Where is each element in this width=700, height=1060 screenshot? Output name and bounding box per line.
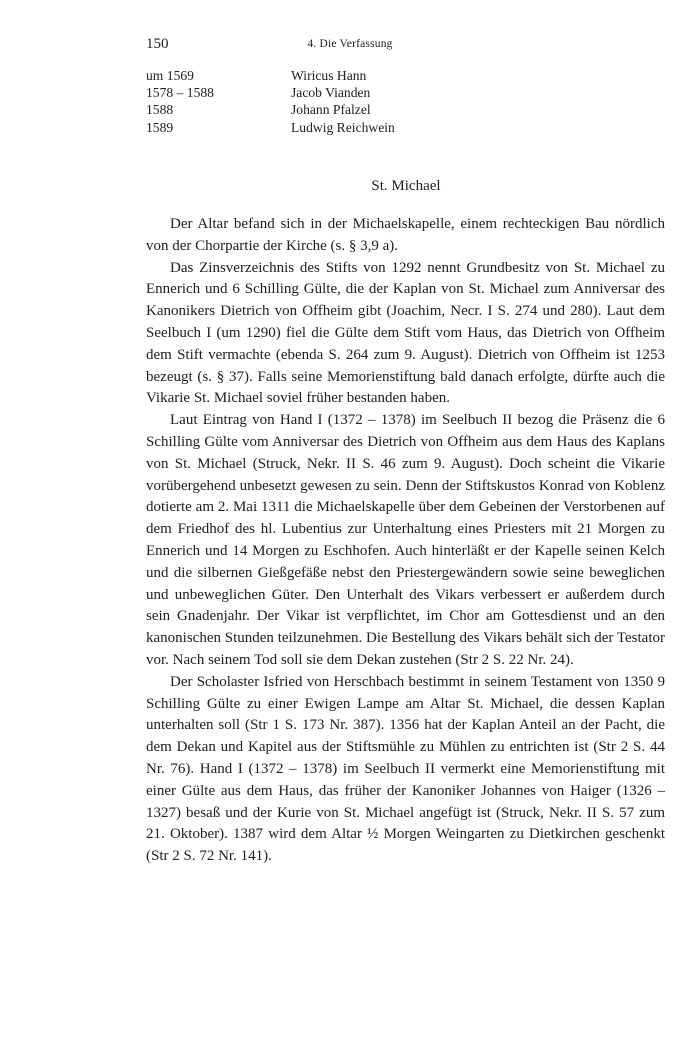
list-item (146, 84, 395, 101)
list-item-name: Johann Pfalzel (291, 102, 371, 118)
list-item-year: 1578 – 1588 (146, 85, 214, 101)
section-heading: St. Michael (371, 178, 441, 194)
list-item (146, 67, 395, 84)
incumbent-list (146, 67, 395, 136)
list-item (146, 119, 395, 136)
list-item-year: um 1569 (146, 68, 194, 83)
list-item (146, 101, 395, 118)
paragraph: Der Scholaster Isfried von Herschbach bestimmt in seinem Testament von 1350 9 Schilling Gülte zu einer Ewigen Lampe am Altar St. Michael, die dessen Kaplan unterhalten soll (Str 1 S. 173 Nr. 387). 1356 hat der Kaplan Anteil an der Pacht, die dem Dekan und Kapitel aus der Stiftsmühle zu Mühlen zu entrichten ist (Str 2 S. 44 Nr. 76). Hand I (1372 – 1378) im Seelbuch II vermerkt eine Memorienstiftung mit einer Gülte aus dem Haus, das früher der Kanoniker Johannes von Haiger (1326 – 1327) besaß und der Kurie von St. Michael angefügt ist (Struck, Nekr. II S. 57 zum 21. Oktober). 1387 wird dem Altar ½ Morgen Weingarten zu Dietkirchen geschenkt (Str 2 S. 72 Nr. 141). (146, 673, 665, 865)
list-item-name: Jacob Vianden (291, 85, 371, 101)
paragraph: Laut Eintrag von Hand I (1372 – 1378) im Seelbuch II bezog die Präsenz die 6 Schilling Gülte vom Anniversar des Dietrich von Offheim aus dem Haus des Kaplans von St. Michael (Struck, Nekr. II S. 46 zum 9. August). Doch scheint die Vikarie vorübergehend unbesetzt gewesen zu sein. Denn der Stiftskustos Konrad von Koblenz dotierte am 2. Mai 1311 die Michaelskapelle über dem Gebeinen der Verstorbenen auf dem Friedhof des hl. Lubentius zur Unterhaltung eines Priesters mit 21 Morgen zu Ennerich und 14 Morgen zu Eschhofen. Auch hinterläßt er der Kapelle seinen Kelch und die silbernen Gießgefäße nebst den Priestergewändern sowie seine beweglichen und unbeweglichen Güter. Den Unterhalt des Vikars verbessert er außerdem durch sein Gnadenjahr. Der Vikar ist verpflichtet, im Chor am Gottesdienst und an den kanonischen Stunden teilzunehmen. Die Bestellung des Vikars behält sich der Testator vor. Nach seinem Tod soll sie dem Dekan zustehen (Str 2 S. 22 Nr. 24). (146, 412, 665, 668)
running-head: 4. Die Verfassung (307, 38, 393, 50)
paragraph: Der Altar befand sich in der Michaelskapelle, einem rechteckigen Bau nördlich von der Chorpartie der Kirche (s. § 3,9 a). (146, 216, 665, 254)
page-number: 150 (146, 36, 169, 52)
section-body (146, 214, 665, 868)
paragraph: Das Zinsverzeichnis des Stifts von 1292 nennt Grundbesitz von St. Michael zu Ennerich und 6 Schilling Gülte, die der Kaplan von St. Michael zum Anniversar des Kanonikers Dietrich von Offheim gibt (Joachim, Necr. I S. 274 und 280). Laut dem Seelbuch I (um 1290) fiel die Gülte dem Stift vom Haus, das Dietrich von Offheim dem Stift vermachte (ebenda S. 264 zum 9. August). Dietrich von Offheim ist 1253 bezeugt (s. § 37). Falls seine Memorienstiftung bald danach erfolgte, dürfte auch die Vikarie St. Michael soviel früher bestanden haben. (146, 259, 665, 407)
list-item-year: 1588 (146, 102, 174, 118)
list-item-name: Wiricus Hann (291, 68, 367, 83)
list-item-name: Ludwig Reichwein (291, 119, 395, 135)
list-item-year: 1589 (146, 119, 174, 135)
